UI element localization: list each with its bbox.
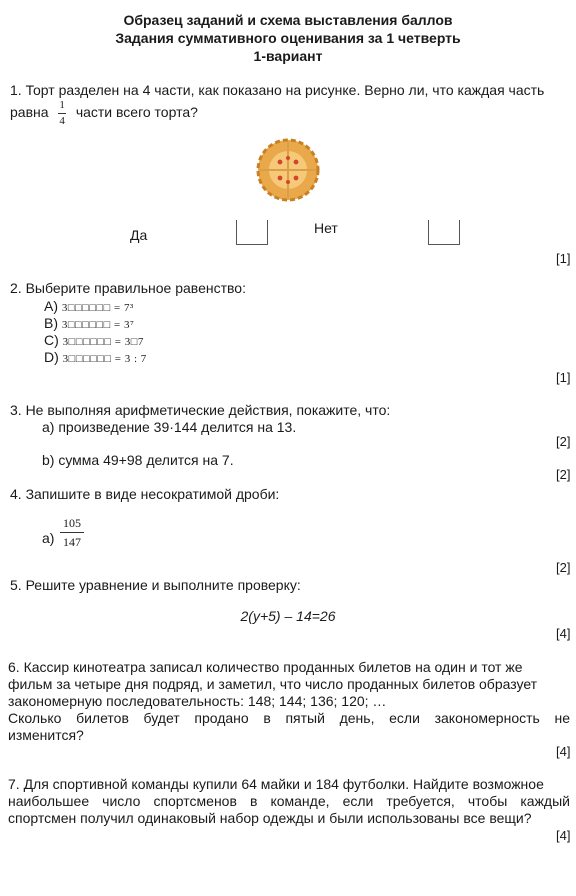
q3-part-b-points: [2] <box>556 467 571 482</box>
q4-fraction-denominator: 147 <box>63 535 81 549</box>
q1-answer-yes-label: Да <box>130 227 148 243</box>
q5-text: 5. Решите уравнение и выполните проверку: <box>10 577 301 593</box>
q1-fraction-denominator: 4 <box>59 115 65 127</box>
q1-answer-yes-checkbox[interactable] <box>236 220 268 245</box>
q2-option-expression: 3□□□□□□ = 3 : 7 <box>62 353 147 365</box>
q1-text-rest: части всего торта? <box>75 104 198 121</box>
q4-fraction <box>60 517 84 548</box>
q7-text-line2: наибольшее число спортсменов в команде, если требуется, чтобы каждый <box>8 793 570 809</box>
q5-equation: 2(y+5) – 14=26 <box>240 608 336 624</box>
q6-text-line2: фильм за четыре дня подряд, и заметил, что число проданных билетов образует <box>8 676 538 692</box>
q7-text-line3: спортсмен получил одинаковый набор одежды и были использованы все вещи? <box>8 810 532 826</box>
q1-text-line2 <box>10 100 198 127</box>
q2-option-expression: 3□□□□□□ = 3□7 <box>62 336 144 348</box>
header-title-line1: Образец заданий и схема выставления баллов <box>123 12 453 28</box>
q4-text: 4. Запишите в виде несократимой дроби: <box>10 486 280 502</box>
q4-fraction-numerator: 105 <box>60 517 84 533</box>
q7-points: [4] <box>556 828 571 843</box>
q3-part-a-points: [2] <box>556 434 571 449</box>
q6-points: [4] <box>556 744 571 759</box>
q2-option-expression: 3□□□□□□ = 7³ <box>61 302 134 314</box>
q6-text-line4: Сколько билетов будет продано в пятый день, если закономерность не <box>8 710 570 726</box>
q1-answer-no-checkbox[interactable] <box>428 220 460 245</box>
q2-option-letter: B) <box>44 315 58 331</box>
q2-option-letter: C) <box>44 332 59 348</box>
q4-points: [2] <box>556 560 571 575</box>
q2-text: 2. Выберите правильное равенство: <box>10 280 246 296</box>
q2-option-a[interactable] <box>44 298 134 314</box>
pie-illustration <box>256 138 320 202</box>
header-title-line2: Задания суммативного оценивания за 1 четверть <box>115 30 461 46</box>
q5-points: [4] <box>556 626 571 641</box>
header-variant: 1-вариант <box>253 48 323 64</box>
q3-text: 3. Не выполняя арифметические действия, покажите, что: <box>10 402 391 418</box>
q1-points: [1] <box>556 251 571 266</box>
q3-part-b: b) сумма 49+98 делится на 7. <box>42 452 234 468</box>
q1-answer-no-label: Нет <box>314 220 338 236</box>
q2-option-letter: D) <box>44 349 59 365</box>
q2-option-letter: A) <box>44 298 58 314</box>
q2-option-expression: 3□□□□□□ = 3⁷ <box>61 319 135 331</box>
q2-option-c[interactable] <box>44 332 144 348</box>
q2-option-b[interactable] <box>44 315 134 331</box>
q2-option-d[interactable] <box>44 349 147 365</box>
q6-text-line1: 6. Кассир кинотеатра записал количество проданных билетов на один и тот же <box>8 659 523 675</box>
q1-fraction <box>58 100 66 127</box>
q1-text-line1: 1. Торт разделен на 4 части, как показано на рисунке. Верно ли, что каждая часть <box>10 82 545 98</box>
q2-points: [1] <box>556 370 571 385</box>
q4-part-a-label: а) <box>42 530 55 546</box>
q3-part-a: а) произведение 39·144 делится на 13. <box>42 419 297 435</box>
q1-text-equal: равна <box>10 104 49 121</box>
q6-text-line3: закономерную последовательность: 148; 144; 136; 120; … <box>8 693 387 709</box>
q7-text-line1: 7. Для спортивной команды купили 64 майки и 184 футболки. Найдите возможное <box>8 776 544 792</box>
q6-text-line5: изменится? <box>8 727 84 743</box>
q1-fraction-numerator: 1 <box>58 100 66 114</box>
